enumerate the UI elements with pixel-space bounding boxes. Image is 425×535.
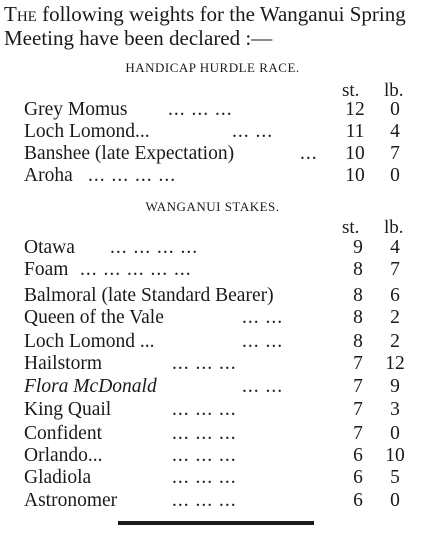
table-row [0,307,425,329]
leader-dots: ... ... ... [168,99,233,120]
horse-name: Banshee (late Expectation) [24,143,235,164]
table-row [0,467,425,489]
table-row [0,259,425,281]
horse-name: Gladiola [24,467,92,488]
weight-pounds: 2 [390,307,400,328]
column-header-st: st. [342,80,360,101]
column-header-st: st. [342,217,360,238]
weight-pounds: 0 [390,165,400,186]
table-row [0,423,425,445]
leader-dots: ... ... ... [172,399,237,420]
table-row [0,165,425,187]
weight-pounds: 0 [390,490,400,511]
weight-stones: 8 [353,307,363,328]
leader-dots: ... ... [242,331,284,352]
horse-name: Foam [24,259,69,280]
weight-stones: 10 [345,143,365,164]
table-row [0,285,425,307]
weight-pounds: 3 [390,399,400,420]
horse-name: Aroha [24,165,73,186]
horse-name: Hailstorm [24,353,102,374]
weight-stones: 6 [353,445,363,466]
table-row [0,376,425,398]
weight-stones: 7 [353,423,363,444]
weight-stones: 9 [353,237,363,258]
weight-stones: 12 [345,99,365,120]
table-row [0,99,425,121]
leader-dots: ... [300,143,318,164]
leader-dots: ... ... [242,307,284,328]
leader-dots: ... ... ... ... [88,165,177,186]
intro-lead-word: The [4,2,37,26]
leader-dots: ... ... ... [172,490,237,511]
leader-dots: ... ... ... [172,423,237,444]
horse-name: Loch Lomond... [24,121,150,142]
weight-pounds: 4 [390,121,400,142]
leader-dots: ... ... [232,121,274,142]
weight-stones: 7 [353,353,363,374]
table-row [0,353,425,375]
table-row [0,445,425,467]
weight-stones: 7 [353,376,363,397]
table-row [0,331,425,353]
leader-dots: ... ... ... [172,353,237,374]
weight-pounds: 6 [390,285,400,306]
table-row [0,143,425,165]
closing-rule [118,521,314,525]
intro-text: following weights for the Wanganui Spring Meeting have been declared :— [4,2,406,50]
horse-name: Balmoral (late Standard Bearer) [24,285,274,306]
leader-dots: ... ... [242,376,284,397]
horse-name: King Quail [24,399,112,420]
weight-pounds: 4 [390,237,400,258]
weight-pounds: 0 [390,423,400,444]
table-row [0,237,425,259]
weight-stones: 10 [345,165,365,186]
weight-stones: 8 [353,285,363,306]
weight-pounds: 2 [390,331,400,352]
horse-name: Queen of the Vale [24,307,164,328]
weight-pounds: 5 [390,467,400,488]
weight-stones: 6 [353,490,363,511]
weight-pounds: 7 [390,259,400,280]
leader-dots: ... ... ... [172,445,237,466]
weight-pounds: 0 [390,99,400,120]
leader-dots: ... ... ... ... ... [80,259,192,280]
section-title-stakes: WANGANUI STAKES. [145,199,280,214]
horse-name: Otawa [24,237,75,258]
weight-stones: 6 [353,467,363,488]
section-title-hurdle: HANDICAP HURDLE RACE. [125,60,300,75]
leader-dots: ... ... ... [172,467,237,488]
intro-paragraph [4,2,422,50]
column-header-lb: lb. [384,217,404,238]
horse-name: Astronomer [24,490,118,511]
table-row [0,490,425,512]
leader-dots: ... ... ... ... [110,237,199,258]
horse-name: Grey Momus [24,99,128,120]
horse-name: Orlando... [24,445,103,466]
weight-stones: 8 [353,259,363,280]
weight-stones: 8 [353,331,363,352]
column-header-lb: lb. [384,80,404,101]
weight-pounds: 9 [390,376,400,397]
horse-name: Loch Lomond ... [24,331,155,352]
horse-name: Flora McDonald [24,376,157,397]
table-row [0,121,425,143]
horse-name: Confident [24,423,102,444]
weight-pounds: 10 [385,445,405,466]
weight-pounds: 12 [385,353,405,374]
weight-stones: 7 [353,399,363,420]
weight-stones: 11 [345,121,365,142]
table-row [0,399,425,421]
weight-pounds: 7 [390,143,400,164]
